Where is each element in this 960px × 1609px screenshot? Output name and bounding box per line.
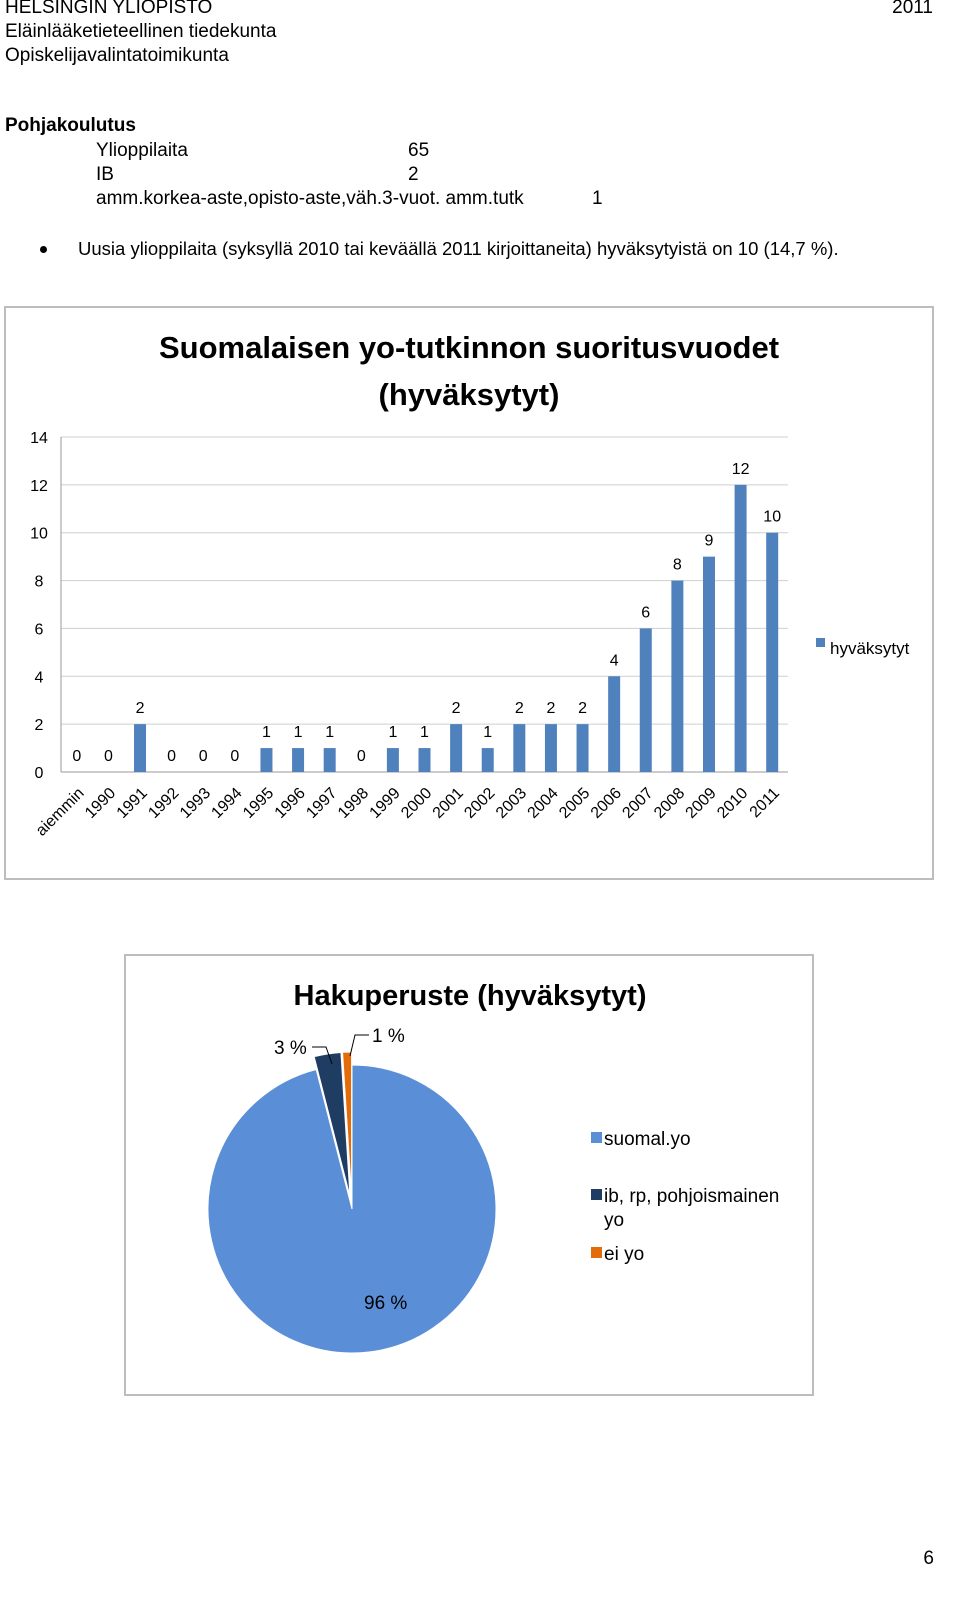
bar-value-label: 2	[135, 700, 145, 718]
x-tick-label: 2005	[556, 784, 594, 822]
y-tick-label: 10	[30, 525, 48, 543]
university-name: HELSINGIN YLIOPISTO	[5, 0, 213, 18]
row-value-ib: 2	[408, 164, 419, 185]
legend-label-suomal-yo: suomal.yo	[604, 1129, 691, 1150]
row-value-ylioppilaita: 65	[408, 140, 430, 161]
bar-value-label: 4	[609, 652, 619, 670]
bar-2001	[450, 724, 462, 772]
bar-2005	[577, 724, 589, 772]
x-tick-label: 2000	[398, 784, 436, 822]
x-tick-label: 2001	[429, 784, 467, 822]
bar-value-label: 1	[293, 724, 303, 742]
bar-2000	[419, 748, 431, 772]
bar-value-label: 0	[167, 748, 177, 765]
x-tick-label: 1991	[113, 784, 151, 822]
pie-label-3pct: 3 %	[274, 1038, 307, 1059]
y-tick-label: 6	[34, 621, 44, 639]
row-label-ylioppilaita: Ylioppilaita	[96, 140, 188, 161]
faculty-name: Eläinlääketieteellinen tiedekunta	[5, 21, 277, 42]
bar-2003	[513, 724, 525, 772]
x-tick-label: 2007	[619, 784, 657, 822]
bar-chart-frame	[4, 306, 934, 880]
legend-label-ei-yo: ei yo	[604, 1244, 645, 1265]
x-tick-label: 2002	[461, 784, 499, 822]
y-tick-label: 8	[34, 573, 44, 591]
pie-label-1pct: 1 %	[372, 1026, 405, 1047]
bar-chart-title-line2: (hyväksytyt)	[378, 377, 560, 412]
bar-value-label: 2	[514, 700, 524, 718]
x-tick-label: 2009	[682, 784, 720, 822]
committee-name: Opiskelijavalintatoimikunta	[5, 45, 229, 66]
x-tick-label: 2006	[587, 784, 625, 822]
bar-1999	[387, 748, 399, 772]
bar-2011	[766, 533, 778, 772]
bullet-text: Uusia ylioppilaita (syksyllä 2010 tai keväällä 2011 kirjoittaneita) hyväksytyistä on 10 (14,7 %).	[78, 238, 839, 259]
legend-swatch-ib-rp	[591, 1189, 602, 1200]
legend-swatch-hyvaksytyt	[816, 638, 825, 647]
pie-chart-title: Hakuperuste (hyväksytyt)	[293, 980, 647, 1012]
x-tick-label: 1996	[271, 784, 309, 822]
pie-chart-frame	[124, 954, 814, 1396]
bar-value-label: 1	[388, 724, 398, 742]
bar-value-label: 6	[641, 604, 651, 622]
bar-value-label: 2	[451, 700, 461, 718]
bar-chart-title-line1: Suomalaisen yo-tutkinnon suoritusvuodet	[158, 330, 780, 365]
y-tick-label: 12	[30, 477, 48, 495]
bar-value-label: 8	[672, 556, 682, 574]
x-tick-label: 2008	[651, 784, 689, 822]
x-tick-label: 1997	[303, 784, 341, 822]
bar-value-label: 0	[72, 748, 82, 765]
bar-1997	[324, 748, 336, 772]
pie-chart	[126, 956, 812, 1394]
bar-value-label: 10	[763, 508, 782, 526]
bar-value-label: 1	[420, 724, 429, 742]
x-tick-label: 1990	[82, 784, 120, 822]
bar-2004	[545, 724, 557, 772]
section-title: Pohjakoulutus	[5, 115, 136, 136]
row-value-amm: 1	[592, 188, 603, 209]
row-label-ib: IB	[96, 164, 114, 185]
bar-2007	[640, 628, 652, 772]
x-tick-label: aiemmin	[32, 784, 88, 840]
x-tick-label: 2004	[524, 784, 562, 822]
legend-label-ib-rp-line1: ib, rp, pohjoismainen	[604, 1186, 780, 1207]
legend-label-hyvaksytyt: hyväksytyt	[830, 639, 910, 658]
bar-value-label: 2	[578, 700, 587, 718]
x-tick-label: 1999	[366, 784, 404, 822]
x-tick-label: 1992	[145, 784, 183, 822]
bar-value-label: 1	[262, 724, 271, 742]
bar-value-label: 9	[704, 532, 714, 550]
x-tick-label: 1994	[208, 784, 246, 822]
leader-line-1pct	[350, 1035, 369, 1056]
x-tick-label: 1995	[240, 784, 278, 822]
bar-chart	[6, 308, 932, 878]
bar-1995	[260, 748, 272, 772]
y-tick-label: 14	[30, 430, 48, 447]
bar-value-label: 1	[325, 724, 335, 742]
y-tick-label: 2	[34, 717, 44, 735]
bar-2006	[608, 676, 620, 772]
legend-swatch-suomal-yo	[591, 1132, 602, 1143]
bar-2002	[482, 748, 494, 772]
pie-label-96pct: 96 %	[364, 1293, 408, 1314]
bar-2008	[671, 581, 683, 772]
x-tick-label: 1993	[176, 784, 215, 822]
bar-2010	[735, 485, 747, 772]
bar-value-label: 2	[546, 700, 556, 718]
x-tick-label: 2010	[714, 784, 752, 822]
bar-value-label: 0	[356, 748, 366, 765]
page-number: 6	[923, 1548, 934, 1569]
bar-1991	[134, 724, 146, 772]
legend-swatch-ei-yo	[591, 1247, 602, 1258]
x-tick-label: 1998	[334, 784, 373, 822]
x-tick-label: 2011	[746, 784, 784, 822]
bar-value-label: 1	[483, 724, 493, 742]
bar-value-label: 12	[731, 460, 750, 478]
bar-value-label: 0	[198, 748, 208, 765]
bar-value-label: 0	[103, 748, 113, 765]
legend-label-ib-rp-line2: yo	[604, 1210, 625, 1231]
document-year: 2011	[892, 0, 933, 18]
bar-value-label: 0	[230, 748, 240, 765]
bar-1996	[292, 748, 304, 772]
y-tick-label: 0	[34, 765, 44, 782]
x-tick-label: 2003	[492, 784, 531, 822]
y-tick-label: 4	[34, 669, 44, 687]
bar-2009	[703, 557, 715, 772]
bullet-icon	[40, 246, 47, 253]
row-label-amm: amm.korkea-aste,opisto-aste,väh.3-vuot. amm.tutk	[96, 188, 524, 209]
